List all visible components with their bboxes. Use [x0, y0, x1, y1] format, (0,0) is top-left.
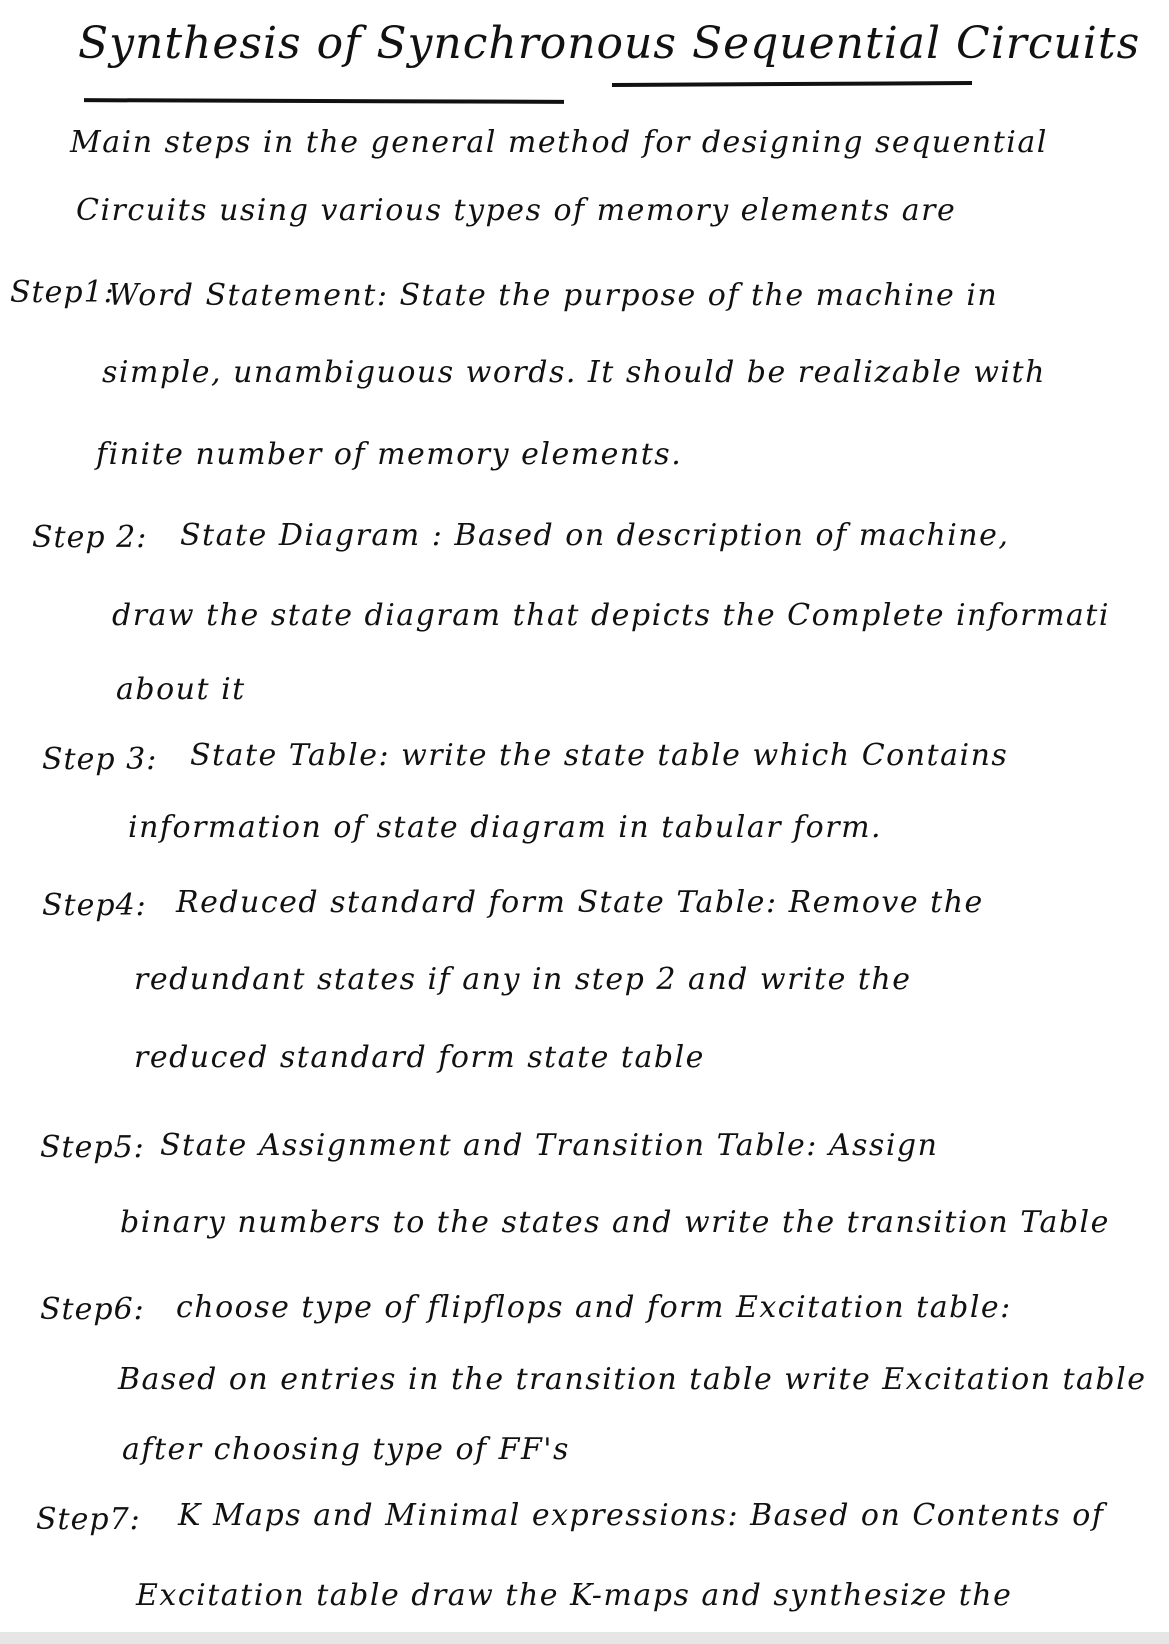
- step-2-line: about it: [116, 672, 246, 707]
- step-5-label: Step5:: [40, 1130, 145, 1165]
- title-underline: [612, 81, 972, 87]
- step-1-label: Step1:: [10, 275, 115, 310]
- step-2-line: State Diagram : Based on description of machine,: [180, 518, 1010, 553]
- step-4-line: reduced standard form state table: [134, 1040, 705, 1075]
- step-5-line: binary numbers to the states and write the transition Table: [120, 1205, 1110, 1240]
- step-1-line: Word Statement: State the purpose of the machine in: [108, 278, 999, 313]
- step-7-line: Excitation table draw the K-maps and synthesize the: [136, 1578, 1013, 1613]
- page-bottom-edge: [0, 1632, 1169, 1644]
- step-6-label: Step6:: [40, 1292, 145, 1327]
- step-2-line: draw the state diagram that depicts the Complete informati: [112, 598, 1110, 633]
- step-1-line: finite number of memory elements.: [96, 437, 683, 472]
- step-3-label: Step 3:: [42, 742, 158, 777]
- intro-line: Main steps in the general method for designing sequential: [70, 125, 1048, 160]
- title-underline: [84, 98, 564, 104]
- intro-line: Circuits using various types of memory elements are: [76, 193, 957, 228]
- step-3-line: information of state diagram in tabular form.: [128, 810, 883, 845]
- step-6-line: after choosing type of FF's: [122, 1432, 570, 1467]
- step-6-line: choose type of flipflops and form Excitation table:: [176, 1290, 1012, 1325]
- step-4-label: Step4:: [42, 888, 147, 923]
- page-title: Synthesis of Synchronous Sequential Circuits: [78, 18, 1141, 69]
- step-4-line: redundant states if any in step 2 and write the: [134, 962, 912, 997]
- step-3-line: State Table: write the state table which Contains: [190, 738, 1009, 773]
- step-5-line: State Assignment and Transition Table: Assign: [160, 1128, 939, 1163]
- step-7-line: K Maps and Minimal expressions: Based on Contents of: [178, 1498, 1105, 1533]
- step-1-line: simple, unambiguous words. It should be realizable with: [102, 355, 1046, 390]
- step-2-label: Step 2:: [32, 520, 148, 555]
- step-4-line: Reduced standard form State Table: Remove the: [176, 885, 984, 920]
- step-7-label: Step7:: [36, 1502, 141, 1537]
- step-6-line: Based on entries in the transition table write Excitation table: [118, 1362, 1147, 1397]
